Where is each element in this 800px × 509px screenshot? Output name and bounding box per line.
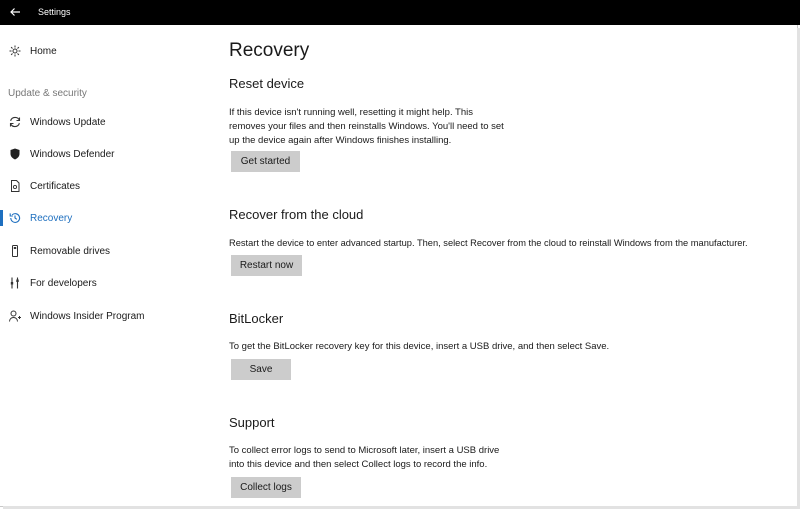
shield-icon xyxy=(8,147,22,161)
sidebar-item-label: Home xyxy=(30,45,57,57)
section-description-support xyxy=(229,444,499,472)
history-icon xyxy=(8,211,22,225)
person-icon xyxy=(8,309,22,323)
sidebar-item-label: Certificates xyxy=(30,180,81,192)
section-description-reset-device xyxy=(229,106,504,148)
sidebar-item-label: Recovery xyxy=(30,212,73,224)
sidebar-item-windows-defender[interactable] xyxy=(8,145,114,163)
sidebar-item-removable-drives[interactable] xyxy=(8,242,110,260)
description-line: To collect error logs to send to Microsoft later, insert a USB drive xyxy=(229,445,500,456)
certificate-icon xyxy=(8,179,22,193)
sidebar-item-recovery[interactable] xyxy=(8,209,72,227)
sidebar-item-label: Removable drives xyxy=(30,245,111,257)
description-line: removes your files and then reinstalls Windows. You'll need to set xyxy=(229,121,504,132)
sidebar-item-label: Windows Defender xyxy=(30,148,115,160)
section-heading-support: Support xyxy=(229,415,275,430)
sidebar-item-windows-insider-program[interactable] xyxy=(8,307,144,325)
description-line: To get the BitLocker recovery key for this device, insert a USB drive, and then select Save. xyxy=(229,341,610,352)
description-line: up the device again after Windows finishes installing. xyxy=(229,135,452,146)
back-arrow-icon[interactable] xyxy=(8,5,22,19)
sidebar-item-certificates[interactable] xyxy=(8,177,80,195)
description-line: If this device isn't running well, resetting it might help. This xyxy=(229,107,474,118)
title-bar xyxy=(0,0,800,25)
window-frame xyxy=(0,25,798,507)
sidebar-item-label: Windows Update xyxy=(30,116,106,128)
description-line: Restart the device to enter advanced startup. Then, select Recover from the cloud to reinstall Windows from the manufacturer. xyxy=(229,238,748,248)
save-button[interactable]: Save xyxy=(231,359,291,380)
section-heading-reset-device: Reset device xyxy=(229,76,305,91)
section-heading-bitlocker: BitLocker xyxy=(229,311,284,326)
gear-icon xyxy=(8,44,22,58)
sidebar-item-for-developers[interactable] xyxy=(8,274,97,292)
page-title: Recovery xyxy=(229,40,310,61)
section-heading-recover-from-cloud: Recover from the cloud xyxy=(229,207,364,222)
sidebar-section-label: Update & security xyxy=(8,88,87,99)
developer-tools-icon xyxy=(8,276,22,290)
sync-icon xyxy=(8,115,22,129)
window-title: Settings xyxy=(38,7,71,17)
get-started-button[interactable]: Get started xyxy=(231,151,300,172)
drive-icon xyxy=(8,244,22,258)
section-description-recover-from-cloud xyxy=(229,236,797,250)
sidebar-item-windows-update[interactable] xyxy=(8,113,106,131)
sidebar-item-label: Windows Insider Program xyxy=(30,310,145,322)
sidebar-item-label: For developers xyxy=(30,277,97,289)
restart-now-button[interactable]: Restart now xyxy=(231,255,302,276)
description-line: into this device and then select Collect logs to record the info. xyxy=(229,459,488,470)
section-description-bitlocker xyxy=(229,340,609,354)
sidebar-item-home[interactable] xyxy=(8,42,57,60)
collect-logs-button[interactable]: Collect logs xyxy=(231,477,301,498)
